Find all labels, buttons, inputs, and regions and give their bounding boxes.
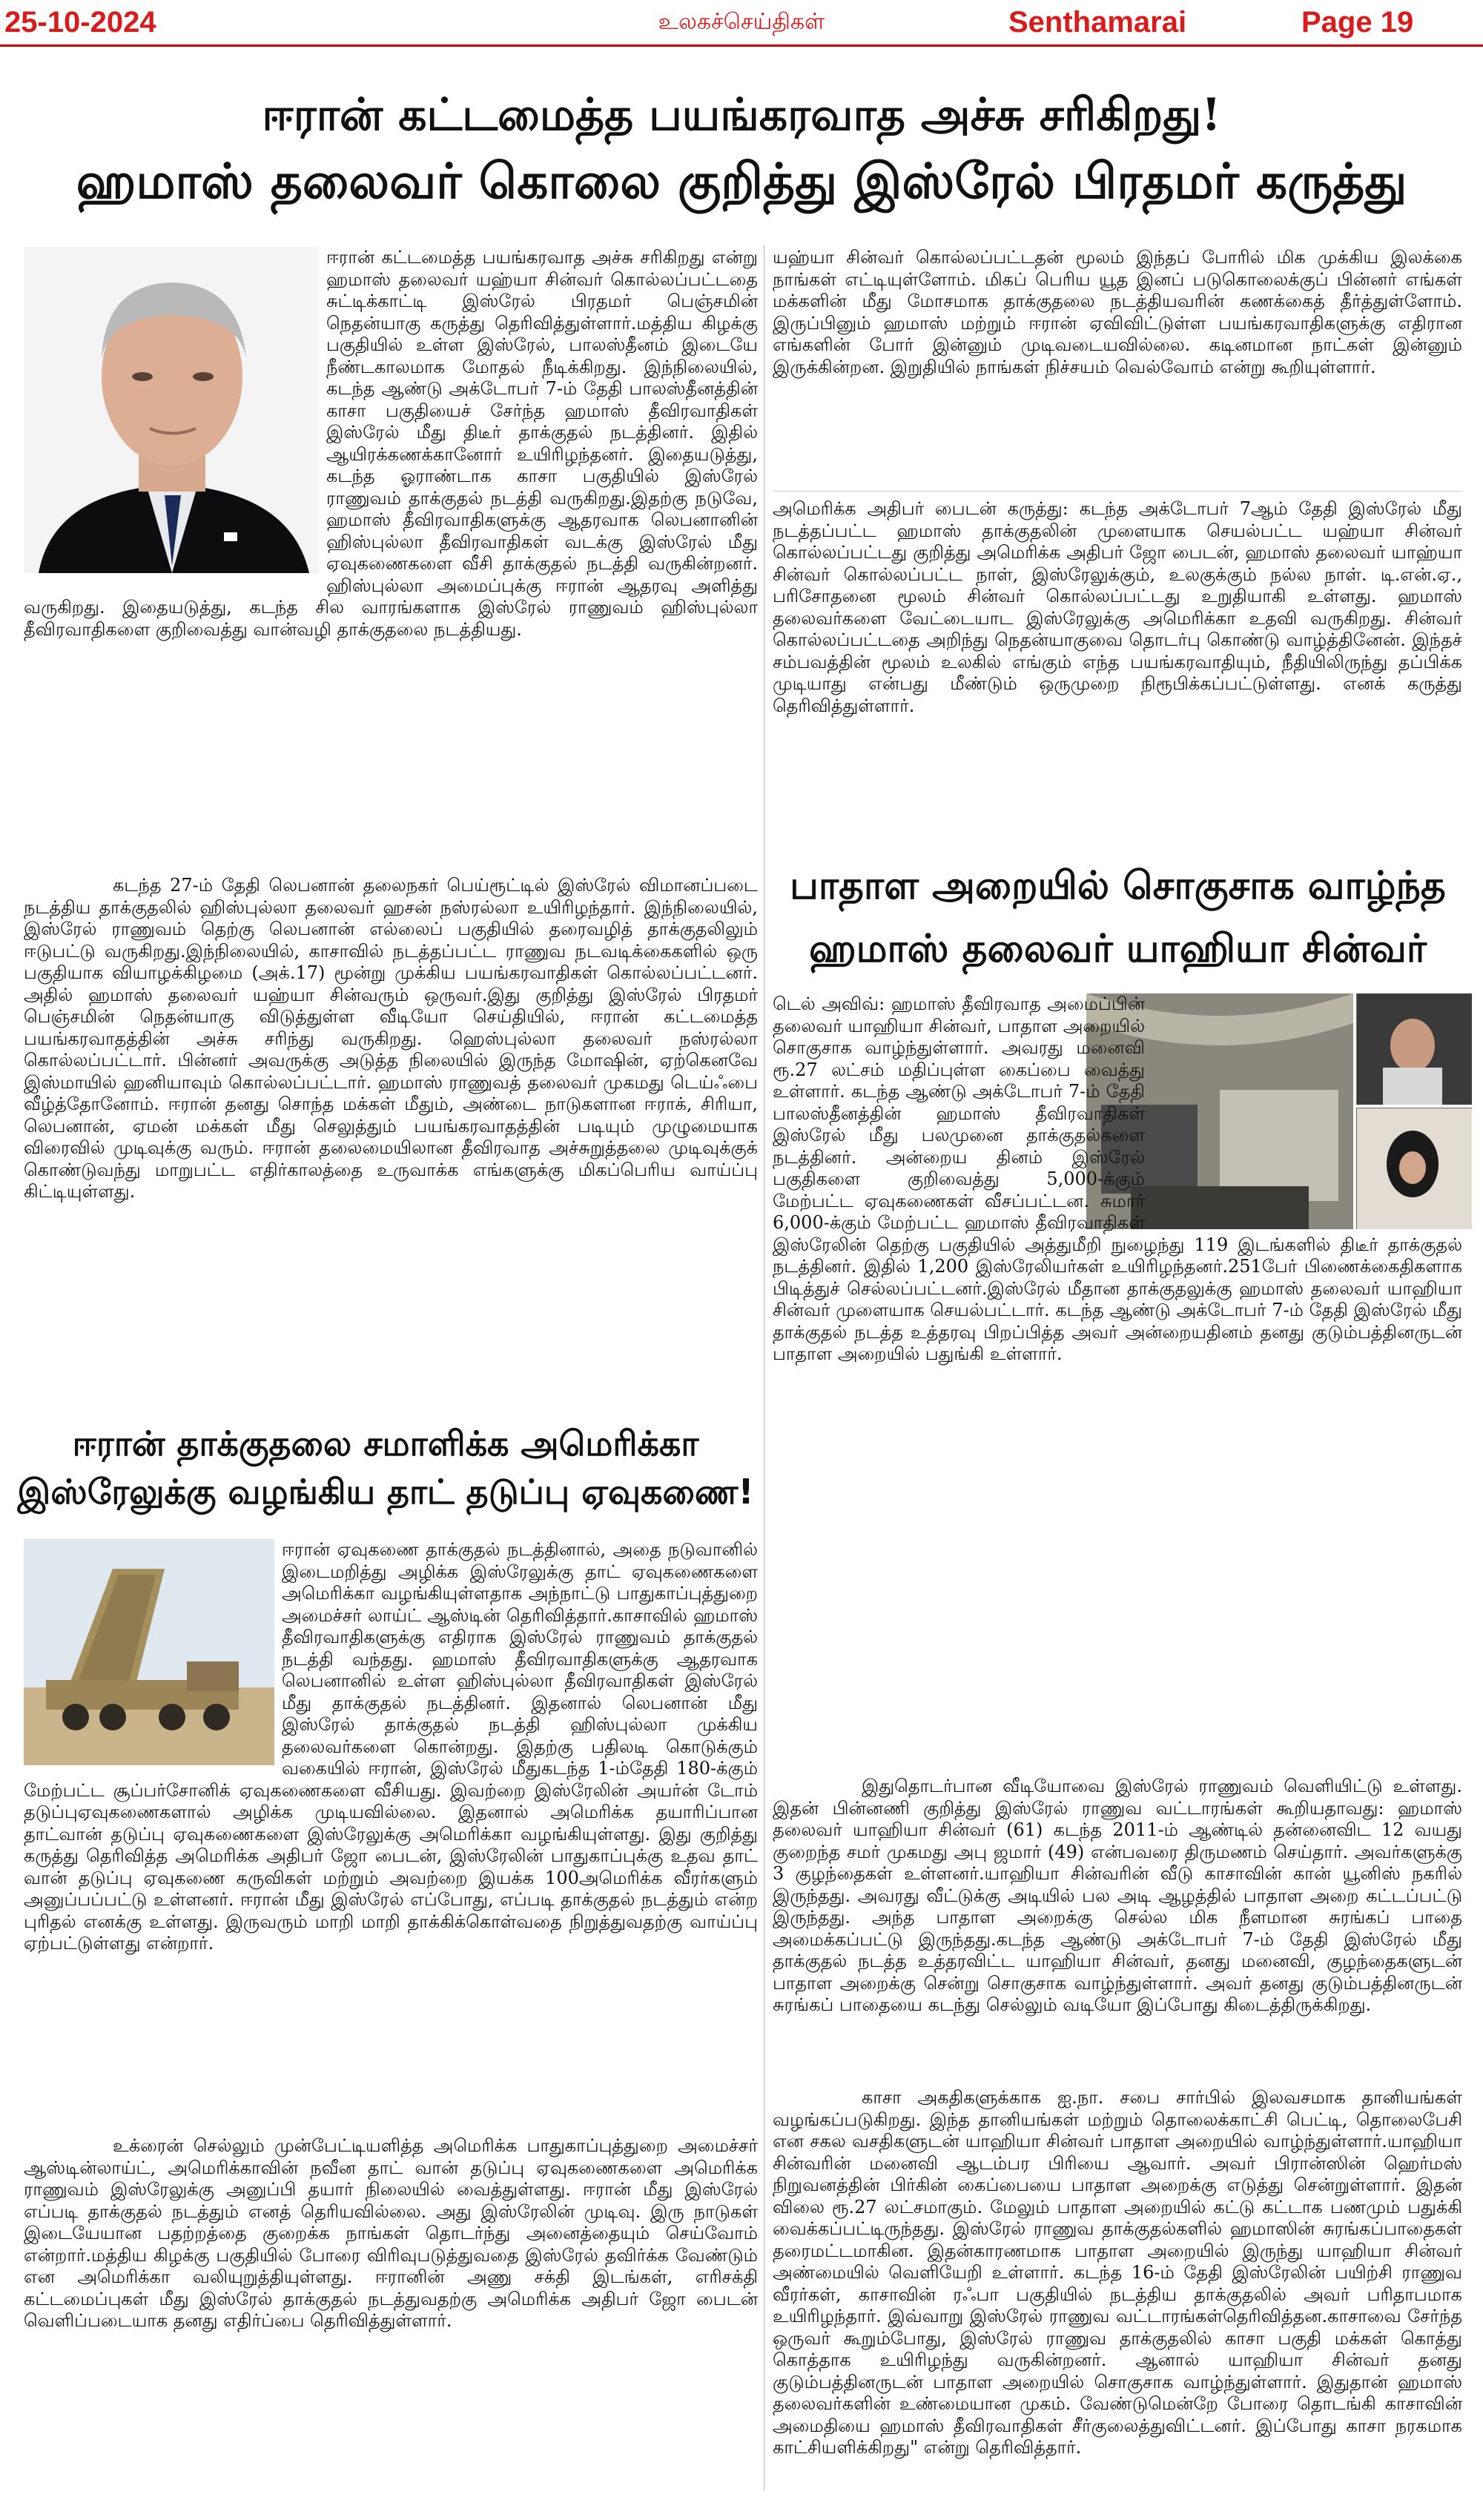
headline-line-1: ஈரான் கட்டமைத்த பயங்கரவாத அச்சு சரிகிறது! <box>262 89 1221 141</box>
article-1-continuation-1: யஹ்யா சின்வர் கொல்லப்பட்டதன் மூலம் இந்தப் போரில் மிக முக்கிய இலக்கை நாங்கள் எட்டியுள்ளோம். மிகப் பெரிய யூத இனப் படுகொலைக்குப் பின்னர் எங்கள் மக்களின் மீது மோசமாக தாக்குதலை நடத்தியவரின் கணக்கைத் தீர்த்துள்ளோம். இருப்பினும் ஹமாஸ் மற்றும் ஈரான் ஏவிவிட்டுள்ள பயங்கரவாதிகளுக்கு எதிரான எங்களின் போர் இன்னும் முடிவடையவில்லை. கடினமான நாட்கள் இன்னும் இருக்கின்றன. இறுதியில் நாங்கள் நிச்சயம் வெல்வோம் என்று கூறியுள்ளார். <box>773 247 1462 377</box>
divider <box>773 491 1462 492</box>
article-2-heading-1: ஈரான் தாக்குதலை சமாளிக்க அமெரிக்கா <box>72 1423 699 1464</box>
article-3-heading-2: ஹமாஸ் தலைவர் யாஹியா சின்வர் <box>808 927 1427 971</box>
article-2-intro: ஈரான் ஏவுகணை தாக்குதல் நடத்தினால், அதை நடுவானில் இடைமறித்து அழிக்க இஸ்ரேலுக்கு தாட் ஏவுகணைகளை அமெரிக்கா வழங்கியுள்ளதாக அந்நாட்டு பாதுகாப்புத்துறை அமைச்சர் லாய்ட் ஆஸ்டின் தெரிவித்தார்.காசாவில் ஹமாஸ் தீவிரவாதிகளுக்கு எதிராக இஸ்ரேல் ராணுவம் தாக்குதல் நடத்தி வந்தது. ஹமாஸ் தீவிரவாதிகளுக்கு ஆதரவாக லெபனானில் உள்ள ஹிஸ்புல்லா தீவிரவாதிகள் இஸ்ரேல் மீது தாக்குதல் நடத்தினர். இதனால் லெபனான் மீது இஸ்ரேல் தாக்குதல் நடத்தி ஹிஸ்புல்லா முக்கிய தலைவர்களை கொன்றது. இதற்கு பதிலடி கொடுக்கும் வகையில் ஈரான், இஸ்ரேல் மீதுகடந்த 1-ம்தேதி 180-க்கும் மேற்பட்ட சூப்பர்சோனிக் ஏவுகணைகளை வீசியது. இவற்றை இஸ்ரேலின் அயர்ன் டோம் தடுப்புஏவுகணைகளால் அழிக்க முடியவில்லை. இதனால் அமெரிக்க தயாரிப்பான தாட்வான் தடுப்பு ஏவுகணைகளை இஸ்ரேலுக்கு அமெரிக்கா வழங்கியுள்ளது. இது குறித்து கருத்து தெரிவித்த அமெரிக்க அதிபர் ஜோ பைடன், இஸ்ரேலின் பாதுகாப்புக்கு உதவ தாட் வான் தடுப்பு ஏவுகணை கருவிகள் மற்றும் அவற்றை இயக்க 100அமெரிக்க வீரர்களும் அனுப்பப்பட்டு உள்ளனர். ஈரான் மீது இஸ்ரேல் எப்போது, எப்படி தாக்குதல் நடத்தும் என்ற புரிதல் எனக்கு உள்ளது. இருவரும் மாறி மாறி தாக்கிக்கொள்வதை நிறுத்துவதற்கு வாய்ப்பு ஏற்பட்டுள்ளது என்றார். <box>24 1539 758 1954</box>
section-name: உலகச்செய்திகள் <box>658 9 825 35</box>
article-3-heading-1: பாதாள அறையில் சொகுசாக வாழ்ந்த <box>790 864 1446 908</box>
page-number: Page 19 <box>1301 6 1414 39</box>
article-1-continuation-2: அமெரிக்க அதிபர் பைடன் கருத்து: கடந்த அக்டோபர் 7ஆம் தேதி இஸ்ரேல் மீது நடத்தப்பட்ட ஹமாஸ் தாக்குதலின் முளையாக செயல்பட்ட யஹ்யா சின்வர் கொல்லப்பட்டது குறித்து அமெரிக்க அதிபர் ஜோ பைடன், ஹமாஸ் தலைவர் யாஹ்யா சின்வர் கொல்லப்பட்ட நாள், இஸ்ரேலுக்கும், உலகுக்கும் நல்ல நாள். டி.என்.ஏ., பரிசோதனை மூலம் சின்வர் கொல்லப்பட்டது உறுதியாகி உள்ளது. ஹமாஸ் தலைவர்களை வேட்டையாட இஸ்ரேலுக்கு அமெரிக்கா உதவி வருகிறது. சின்வர் கொல்லப்பட்டதை அறிந்து நெதன்யாகுவை தொடர்பு கொண்டு வாழ்த்தினேன். இந்தச் சம்பவத்தின் மூலம் உலகில் எங்கும் எந்த பயங்கரவாதியும், நீதியிலிருந்து தப்பிக்க முடியாது என்பது மீண்டும் ஒருமுறை நிரூபிக்கப்பட்டுள்ளது. எனக் கருத்து தெரிவித்துள்ளார். <box>773 498 1462 716</box>
wrap-spacer <box>24 1539 282 1769</box>
issue-date: 25-10-2024 <box>4 6 156 39</box>
article-1-paragraph-2: கடந்த 27-ம் தேதி லெபனான் தலைநகர் பெய்ரூட்டில் இஸ்ரேல் விமானப்படை நடத்திய தாக்குதலில் ஹிஸ்புல்லா தலைவர் ஹசன் நஸ்ரல்லா உயிரிழந்தார். இந்நிலையில், இஸ்ரேல் ராணுவம் தெற்கு லெபனான் எல்லைப் பகுதியில் தரைவழித் தாக்குதலிலும் ஈடுபட்டு வருகிறது.இந்நிலையில், காசாவில் நடத்தப்பட்ட ராணுவ நடவடிக்கைகளில் ஒரு பகுதியாக வியாழக்கிழமை (அக்.17) மூன்று முக்கிய பயங்கரவாதிகள் கொல்லப்பட்டனர். அதில் ஹமாஸ் தலைவர் யஹ்யா சின்வரும் ஒருவர்.இது குறித்து இஸ்ரேல் பிரதமர் பெஞ்சமின் நெதன்யாகு விடுத்துள்ள வீடியோ செய்தியில், ஈரான் கட்டமைத்த பயங்கரவாதத்தின் அச்சு சரிந்து வருகிறது. ஹெஸ்புல்லா தலைவர் நஸ்ரல்லா கொல்லப்பட்டார். பின்னர் அவருக்கு அடுத்த நிலையில் இருந்த மோஷின், ஏற்கெனவே இஸ்மாயில் ஹனியாவும் கொல்லப்பட்டார். ஹமாஸ் ராணுவத் தலைவர் முகமது டெய்ஃபை வீழ்த்தோனோம். ஈரான் தனது சொந்த மக்கள் மீதும், அண்டை நாடுகளான ஈராக், சிரியா, லெபனான், ஏமன் மக்கள் மீது செலுத்தும் பயங்கரவாதத்தின் படியும் முழுமையாக விரைவில் முடிவுக்கு வரும். ஈரான் தலைமையிலான தீவிரவாத அச்சுறுத்தலை முடிவுக்குக் கொண்டுவந்து மாறுபட்ட எதிர்காலத்தை உருவாக்க எங்களுக்கு மிகப்பெரிய வாய்ப்பு கிட்டியுள்ளது. <box>24 875 758 1202</box>
page-header <box>0 0 1483 46</box>
article-2-paragraph-2: உக்ரைன் செல்லும் முன்பேட்டியளித்த அமெரிக்க பாதுகாப்புத்துறை அமைச்சர் ஆஸ்டின்லாய்ட், அமெரிக்காவின் நவீன தாட் வான் தடுப்பு ஏவுகணைகளை அமெரிக்க ராணுவம் இஸ்ரேலுக்கு அனுப்பி தயார் நிலையில் வைத்துள்ளது. ஈரான் மீது இஸ்ரேல் எப்படி தாக்குதல் நடத்தும் எனத் தெரியவில்லை. அது இஸ்ரேலின் முடிவு. இரு நாடுகள் இடையேயான பதற்றத்தை குறைக்க நாங்கள் தொடர்ந்து அனைத்தையும் செய்வோம் என்றார்.மத்திய கிழக்கு பகுதியில் போரை விரிவுபடுத்துவதை இஸ்ரேல் தவிர்க்க வேண்டும் என அமெரிக்கா வலியுறுத்தியுள்ளது. ஈரானின் அணு சக்தி இடங்கள், எரிசக்தி கட்டமைப்புகள் மீது இஸ்ரேல் தாக்குதல் நடத்துவதற்கு அமெரிக்க அதிபர் ஜோ பைடன் வெளிப்படையாக தனது எதிர்ப்பை தெரிவித்துள்ளார். <box>24 2135 758 2331</box>
article-3-intro: டெல் அவிவ்: ஹமாஸ் தீவிரவாத அமைப்பின் தலைவர் யாஹியா சின்வர், பாதாள அறையில் சொகுசாக வாழ்ந்துள்ளார். அவரது மனைவி ரூ.27 லட்சம் மதிப்புள்ள கைப்பை வைத்து உள்ளார். கடந்த ஆண்டு அக்டோபர் 7-ம் தேதி பாலஸ்தீனத்தின் ஹமாஸ் தீவிரவாதிகள் இஸ்ரேல் மீது பலமுனை தாக்குதல்களை நடத்தினர். அன்றைய தினம் இஸ்ரேல் பகுதிகளை குறிவைத்து 5,000-க்கும் மேற்பட்ட ஏவுகணைகள் வீசப்பட்டன. சுமார் 6,000-க்கும் மேற்பட்ட ஹமாஸ் தீவிரவாதிகள் இஸ்ரேலின் தெற்கு பகுதியில் அத்துமீறி நுழைந்து 119 இடங்களில் திடீர் தாக்குதல் நடத்தினர். இதில் 1,200 இஸ்ரேலியர்கள் உயிரிழந்தனர்.251பேர் பிணைக்கைதிகளாக பிடித்துச் செல்லப்பட்டனர்.இஸ்ரேல் மீதான தாக்குதலுக்கு ஹமாஸ் தலைவர் யாஹியா சின்வர் முளையாக செயல்பட்டார். கடந்த ஆண்டு அக்டோபர் 7-ம் தேதி இஸ்ரேல் மீது தாக்குதல் நடத்த உத்தரவு பிறப்பித்த அவர் அன்றையதினம் தனது குடும்பத்தினருடன் பாதாள அறையில் பதுங்கி உள்ளார். <box>773 993 1462 1364</box>
article-3-paragraph-2: இதுதொடர்பான வீடியோவை இஸ்ரேல் ராணுவம் வெளியிட்டு உள்ளது. இதன் பின்னணி குறித்து இஸ்ரேல் ராணுவ வட்டாரங்கள் கூறியதாவது: ஹமாஸ் தலைவர் யாஹியா சின்வர் (61) கடந்த 2011-ம் ஆண்டில் தன்னைவிட 12 வயது குறைந்த சமர் முகமது அபு ஜமார் (49) என்பவரை திருமணம் செய்தார். அவர்களுக்கு 3 குழந்தைகள் உள்ளனர்.யாஹியா சின்வரின் வீடு காசாவின் கான் யூனிஸ் நகரில் இருந்தது. அவரது வீட்டுக்கு அடியில் பல அடி ஆழத்தில் பாதாள அறை கட்டப்பட்டு இருந்தது. அந்த பாதாள அறைக்கு செல்ல மிக நீளமான சுரங்கப் பாதை அமைக்கப்பட்டு இருந்தது.கடந்த ஆண்டு அக்டோபர் 7-ம் தேதி இஸ்ரேல் மீது தாக்குதல் நடத்த உத்தரவிட்ட யாஹியா சின்வர், தனது மனைவி, குழந்தைகளுடன் பாதாள அறைக்கு சென்று சொகுசாக வாழ்ந்துள்ளார். அவர் தனது குடும்பத்தினருடன் சுரங்கப் பாதையை கடந்து செல்லும் வடியோ இப்போது கிடைத்திருக்கிறது. <box>773 1776 1462 2015</box>
article-1-intro: ஈரான் கட்டமைத்த பயங்கரவாத அச்சு சரிகிறது என்று ஹமாஸ் தலைவர் யஹ்யா சின்வர் கொல்லப்பட்டதை சுட்டிக்காட்டி இஸ்ரேல் பிரதமர் பெஞ்சமின் நெதன்யாகு கருத்து தெரிவித்துள்ளார்.மத்திய கிழக்கு பகுதியில் உள்ள இஸ்ரேல், பாலஸ்தீனம் இடையே நீண்டகாலமாக மோதல் நீடிக்கிறது. இந்நிலையில், கடந்த ஆண்டு அக்டோபர் 7-ம் தேதி பாலஸ்தீனத்தின் காசா பகுதியைச் சேர்ந்த ஹமாஸ் தீவிரவாதிகள் இஸ்ரேல் மீது திடீர் தாக்குதல் நடத்தினர். இதில் ஆயிரக்கணக்கானோர் உயிரிழந்தனர். இதையடுத்து, கடந்த ஓராண்டாக காசா பகுதியில் இஸ்ரேல் ராணுவம் தாக்குதல் நடத்தி வருகிறது.இதற்கு நடுவே, ஹமாஸ் தீவிரவாதிகளுக்கு ஆதரவாக லெபனானின் ஹிஸ்புல்லா தீவிரவாதிகள் வடக்கு இஸ்ரேல் மீது ஏவுகணைகளை வீசி தாக்குதல் நடத்தி வருகின்றனர். ஹிஸ்புல்லா அமைப்புக்கு ஈரான் ஆதரவு அளித்து வருகிறது. இதையடுத்து, கடந்த சில வாரங்களாக இஸ்ரேல் ராணுவம் ஹிஸ்புல்லா தீவிரவாதிகளை குறிவைத்து வான்வழி தாக்குதலை நடத்தியது. <box>24 247 758 640</box>
article-3-paragraph-3: காசா அகதிகளுக்காக ஐ.நா. சபை சார்பில் இலவசமாக தானியங்கள் வழங்கப்படுகிறது. இந்த தானியங்கள் மற்றும் தொலைக்காட்சி பெட்டி, தொலைபேசி என சகல வசதிகளுடன் யாஹியா சின்வர் பாதாள அறையில் வாழ்ந்துள்ளார்.யாஹியா சின்வரின் மனைவி ஆடம்பர பிரியை ஆவார். அவர் பிரான்ஸின் ஹெர்மஸ் நிறுவனத்தின் பிர்கின் கைப்பையை பாதாள அறைக்கு எடுத்து சென்றுள்ளார். இதன் விலை ரூ.27 லட்சமாகும். மேலும் பாதாள அறையில் கட்டு கட்டாக பணமும் பதுக்கி வைக்கப்பட்டிருந்தது. இஸ்ரேல் ராணுவ தாக்குதல்களில் ஹமாஸின் சுரங்கப்பாதைகள் தரைமட்டமாகின. இதன்காரணமாக பாதாள அறையில் இருந்து யாஹியா சின்வர் அண்மையில் வெளியேறி உள்ளார். கடந்த 16-ம் தேதி இஸ்ரேலின் பயிற்சி ராணுவ வீரர்கள், காசாவின் ரஃபா பகுதியில் நடத்திய தாக்குதலில் அவர் பரிதாபமாக உயிரிழந்தார். இவ்வாறு இஸ்ரேல் ராணுவ வட்டாரங்கள்தெரிவித்தன.காசாவை சேர்ந்த ஒருவர் கூறும்போது, இஸ்ரேல் ராணுவ தாக்குதலில் காசா பகுதி மக்கள் கொத்து கொத்தாக உயிரிழந்து வருகின்றனர். ஆனால் யாஹியா சின்வர் தனது குடும்பத்தினருடன் பாதாள அறையில் சொகுசாக வாழ்ந்துள்ளார். இதுதான் ஹமாஸ் தலைவர்களின் உண்மையான முகம். வேண்டுமென்றே போரை தொடங்கி காசாவின் அமைதியை ஹமாஸ் தீவிரவாதிகள் சீர்குலைத்துவிட்டனர். இப்போது காசா நரகமாக காட்சியளிக்கிறது" என்று தெரிவித்தார். <box>773 2087 1462 2458</box>
wrap-spacer <box>24 247 326 577</box>
header-divider <box>0 44 1483 47</box>
wrap-spacer <box>1145 993 1462 1232</box>
publication-name: Senthamarai <box>1008 6 1187 39</box>
headline-line-2: ஹமாஸ் தலைவர் கொலை குறித்து இஸ்ரேல் பிரதமர் கருத்து <box>76 152 1407 210</box>
article-2-heading-2: இஸ்ரேலுக்கு வழங்கிய தாட் தடுப்பு ஏவுகணை! <box>17 1472 754 1512</box>
